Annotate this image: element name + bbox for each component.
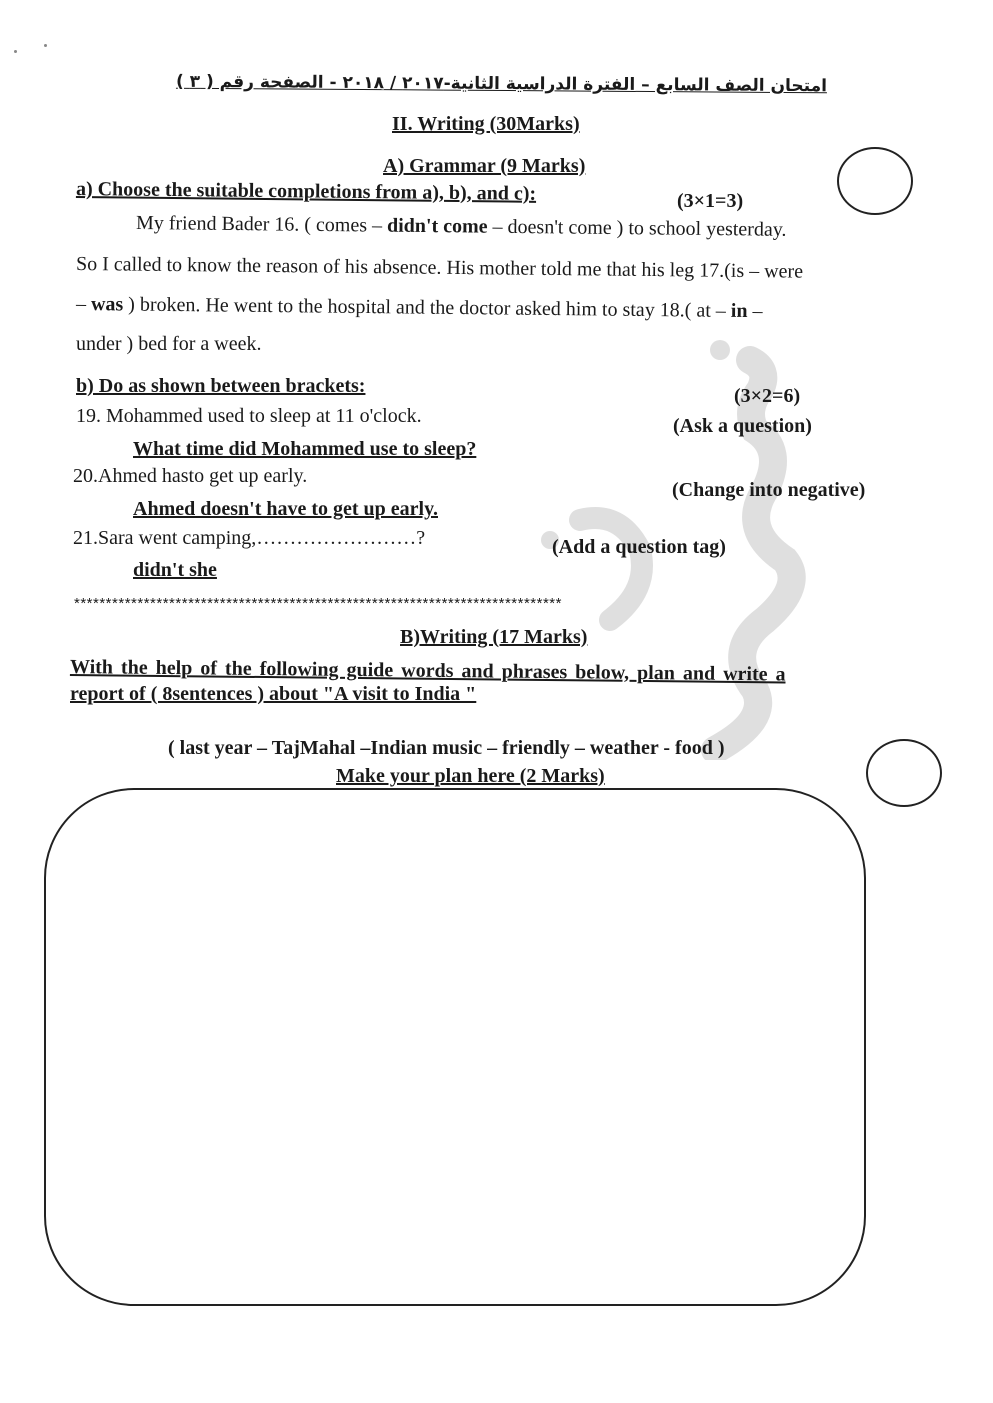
- score-circle-writing: [866, 739, 942, 807]
- part-a-line-1-end: – doesn't come ) to school yesterday.: [487, 215, 787, 241]
- question-21-answer: didn't she: [133, 559, 217, 581]
- question-19-task: (Ask a question): [673, 415, 812, 437]
- question-19: 19. Mohammed used to sleep at 11 o'clock.: [76, 405, 422, 427]
- part-b-marks: (3×2=6): [734, 385, 801, 407]
- part-a-marks: (3×1=3): [677, 190, 744, 212]
- part-a-line-4: under ) bed for a week.: [76, 333, 262, 355]
- question-20-task: (Change into negative): [672, 479, 866, 501]
- section-title: II. Writing (30Marks): [392, 113, 580, 135]
- question-20: 20.Ahmed hasto get up early.: [73, 465, 308, 487]
- part-a-instruction: a) Choose the suitable completions from a), b), and c):: [75, 178, 537, 205]
- question-21: 21.Sara went camping,……………………?: [73, 527, 426, 549]
- question-20-answer: Ahmed doesn't have to get up early.: [133, 498, 438, 520]
- part-a-line-3-mid: ) broken. He went to the hospital and the doctor asked him to stay 18.( at –: [123, 293, 731, 322]
- question-21-task: (Add a question tag): [552, 536, 726, 558]
- writing-instruction-line-1: With the help of the following guide words and phrases below, plan and write a: [69, 656, 786, 686]
- exam-header: امتحان الصف السابع – الفترة الدراسية الثانية-٢٠١٧ / ٢٠١٨ - الصفحة رقم ( ٣ ): [175, 71, 828, 97]
- scan-speck: [44, 44, 47, 47]
- part-a-line-1-start: My friend Bader 16. ( comes –: [135, 212, 388, 237]
- part-b-instruction: b) Do as shown between brackets:: [76, 375, 366, 397]
- part-a-line-3: [76, 293, 763, 323]
- part-a-line-3-start: –: [75, 293, 92, 316]
- section-divider: *****************************************************************************: [74, 595, 562, 612]
- grammar-title: A) Grammar (9 Marks): [383, 155, 586, 177]
- writing-instruction-line-2: report of ( 8sentences ) about "A visit to India ": [70, 683, 477, 705]
- part-a-line-1: [136, 212, 787, 242]
- plan-label: Make your plan here (2 Marks): [336, 765, 605, 787]
- score-circle-grammar: [837, 147, 913, 215]
- scan-speck: [14, 50, 17, 53]
- part-a-option-17-bold: was: [90, 293, 124, 316]
- question-19-answer: What time did Mohammed use to sleep?: [133, 438, 477, 460]
- part-a-line-3-end: –: [747, 300, 763, 323]
- part-a-option-18-bold: in: [730, 299, 748, 323]
- plan-writing-box[interactable]: [44, 788, 866, 1306]
- part-a-line-2: So I called to know the reason of his absence. His mother told me that his leg 17.(is – were: [75, 253, 804, 283]
- part-a-option-16-bold: didn't come: [386, 214, 488, 238]
- guide-words: ( last year – TajMahal –Indian music – friendly – weather - food ): [168, 737, 725, 759]
- writing-title: B)Writing (17 Marks): [400, 626, 588, 648]
